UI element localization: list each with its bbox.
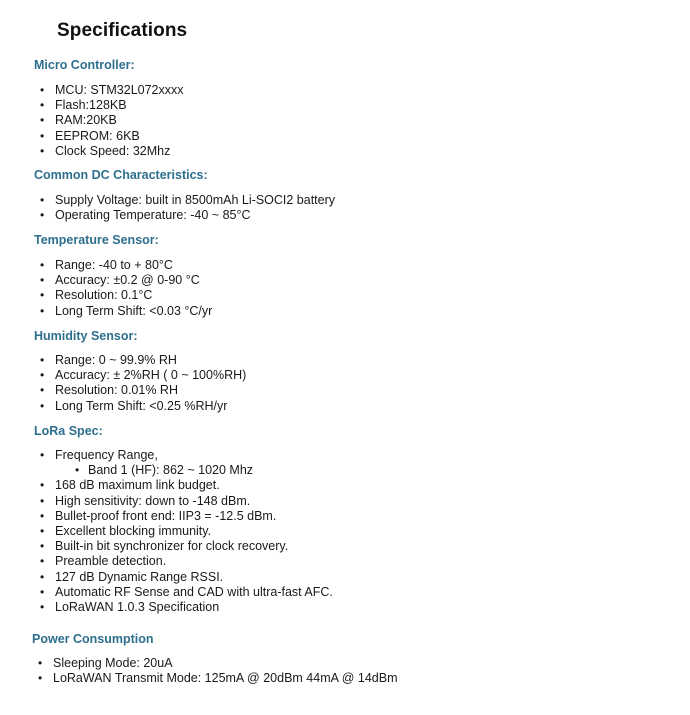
list-item: • Resolution: 0.1°C [40, 288, 153, 303]
bullet-icon: • [40, 288, 45, 303]
section-heading: Common DC Characteristics: [34, 168, 208, 182]
item-list [0, 656, 690, 686]
list-item: • Accuracy: ± 2%RH ( 0 ~ 100%RH) [40, 368, 247, 383]
section-heading: Power Consumption [32, 632, 154, 646]
bullet-icon: • [40, 383, 45, 398]
bullet-icon: • [40, 368, 45, 383]
section-heading: Humidity Sensor: [34, 329, 138, 343]
item-list [0, 193, 690, 223]
bullet-icon: • [40, 539, 45, 554]
list-item: • 127 dB Dynamic Range RSSI. [40, 569, 224, 584]
list-item: • Built-in bit synchronizer for clock recovery. [40, 539, 289, 554]
list-item: • Clock Speed: 32Mhz [40, 143, 171, 158]
list-item: • Accuracy: ±0.2 @ 0-90 °C [40, 273, 200, 288]
bullet-icon: • [40, 273, 45, 288]
bullet-icon: • [38, 656, 43, 670]
bullet-icon: • [40, 569, 45, 584]
item-list [0, 83, 690, 159]
bullet-icon: • [40, 128, 45, 143]
bullet-icon: • [40, 143, 45, 158]
list-item: • LoRaWAN 1.0.3 Specification [40, 599, 220, 614]
item-list [0, 448, 690, 615]
list-item: • Flash:128KB [40, 98, 127, 113]
list-item: • Frequency Range, [40, 448, 158, 462]
list-item: • Long Term Shift: <0.25 %RH/yr [40, 398, 228, 413]
list-item: • Resolution: 0.01% RH [40, 383, 178, 398]
bullet-icon: • [40, 83, 45, 97]
bullet-icon: • [40, 599, 45, 614]
section-heading: Micro Controller: [34, 58, 135, 72]
bullet-icon: • [40, 523, 45, 538]
list-item: • Preamble detection. [40, 554, 167, 569]
bullet-icon: • [40, 493, 45, 508]
list-item: • Bullet-proof front end: IIP3 = -12.5 dBm. [40, 508, 277, 523]
page-title: Specifications [57, 20, 188, 41]
bullet-icon: • [40, 584, 45, 599]
list-item: • EEPROM: 6KB [40, 128, 140, 143]
bullet-icon: • [40, 353, 45, 367]
bullet-icon: • [40, 478, 45, 493]
list-item: • MCU: STM32L072xxxx [40, 83, 184, 97]
bullet-icon: • [40, 554, 45, 569]
bullet-icon: • [40, 258, 45, 272]
list-item: • LoRaWAN Transmit Mode: 125mA @ 20dBm 44mA @ 14dBm [38, 671, 398, 686]
bullet-icon: • [40, 193, 45, 207]
bullet-icon: • [38, 671, 43, 686]
list-item: • Operating Temperature: -40 ~ 85°C [40, 208, 251, 223]
list-item-sub: • Band 1 (HF): 862 ~ 1020 Mhz [75, 463, 254, 478]
bullet-icon: • [40, 448, 45, 462]
list-item: • Range: -40 to + 80°C [40, 258, 173, 272]
bullet-icon: • [40, 303, 45, 318]
list-item: • Long Term Shift: <0.03 °C/yr [40, 303, 213, 318]
bullet-icon: • [40, 208, 45, 223]
bullet-icon: • [40, 113, 45, 128]
list-item: • Excellent blocking immunity. [40, 523, 212, 538]
bullet-icon: • [40, 508, 45, 523]
bullet-icon: • [75, 463, 80, 478]
list-item: • Range: 0 ~ 99.9% RH [40, 353, 177, 367]
list-item: • High sensitivity: down to -148 dBm. [40, 493, 251, 508]
item-list [0, 353, 690, 414]
list-item: • Automatic RF Sense and CAD with ultra-fast AFC. [40, 584, 333, 599]
list-item: • Supply Voltage: built in 8500mAh Li-SOCI2 battery [40, 193, 336, 207]
section-heading: Temperature Sensor: [34, 233, 159, 247]
item-list [0, 258, 690, 319]
list-item: • RAM:20KB [40, 113, 117, 128]
list-item: • 168 dB maximum link budget. [40, 478, 220, 493]
bullet-icon: • [40, 398, 45, 413]
section-heading: LoRa Spec: [34, 424, 103, 438]
bullet-icon: • [40, 98, 45, 113]
list-item: • Sleeping Mode: 20uA [38, 656, 173, 670]
